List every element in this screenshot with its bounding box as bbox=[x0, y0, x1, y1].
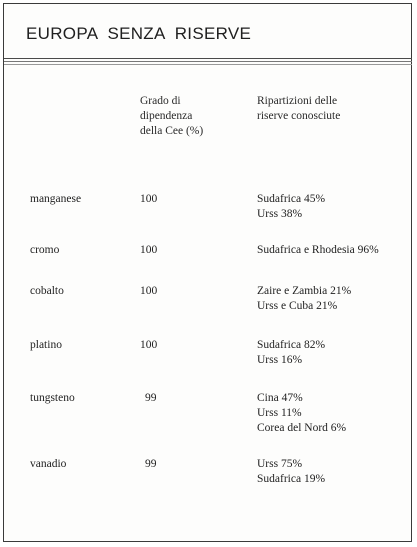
reserves-cell bbox=[257, 457, 325, 487]
mineral-name: tungsteno bbox=[30, 392, 75, 404]
header-line: Grado di bbox=[140, 95, 181, 107]
reserves-cell bbox=[257, 243, 379, 258]
title-rule bbox=[4, 64, 412, 65]
mineral-name: vanadio bbox=[30, 458, 67, 470]
grade-column-header bbox=[140, 94, 203, 139]
dependency-value: 100 bbox=[140, 339, 158, 351]
reserves-cell bbox=[257, 338, 325, 368]
page-title: EUROPA SENZA RISERVE bbox=[26, 24, 252, 43]
dependency-value: 99 bbox=[145, 392, 157, 404]
reserves-column-header bbox=[257, 94, 340, 124]
header-line: riserve conosciute bbox=[257, 110, 341, 122]
reserve-entry: Sudafrica 19% bbox=[257, 473, 326, 485]
reserve-entry: Corea del Nord 6% bbox=[257, 422, 347, 434]
reserve-entry: Sudafrica 82% bbox=[257, 339, 326, 351]
reserve-entry: Urss 75% bbox=[257, 458, 303, 470]
mineral-name: manganese bbox=[30, 193, 82, 205]
mineral-name: platino bbox=[30, 339, 62, 351]
reserve-entry: Urss 38% bbox=[257, 208, 303, 220]
reserve-entry: Cina 47% bbox=[257, 392, 303, 404]
dependency-value: 100 bbox=[140, 244, 158, 256]
mineral-name: cromo bbox=[30, 244, 60, 256]
reserve-entry: Sudafrica 45% bbox=[257, 193, 326, 205]
title-rule bbox=[4, 61, 412, 62]
reserve-entry: Urss 16% bbox=[257, 354, 303, 366]
mineral-name: cobalto bbox=[30, 285, 64, 297]
reserves-cell bbox=[257, 284, 351, 314]
title-rule bbox=[4, 58, 412, 59]
dependency-value: 99 bbox=[145, 458, 157, 470]
dependency-value: 100 bbox=[140, 193, 158, 205]
dependency-value: 100 bbox=[140, 285, 158, 297]
header-line: Ripartizioni delle bbox=[257, 95, 338, 107]
header-line: dipendenza bbox=[140, 110, 193, 122]
header-line: della Cee (%) bbox=[140, 125, 204, 137]
reserves-cell bbox=[257, 391, 346, 436]
reserves-cell bbox=[257, 192, 325, 222]
reserve-entry: Sudafrica e Rhodesia 96% bbox=[257, 244, 379, 256]
reserve-entry: Urss 11% bbox=[257, 407, 302, 419]
reserve-entry: Urss e Cuba 21% bbox=[257, 300, 338, 312]
reserve-entry: Zaire e Zambia 21% bbox=[257, 285, 352, 297]
